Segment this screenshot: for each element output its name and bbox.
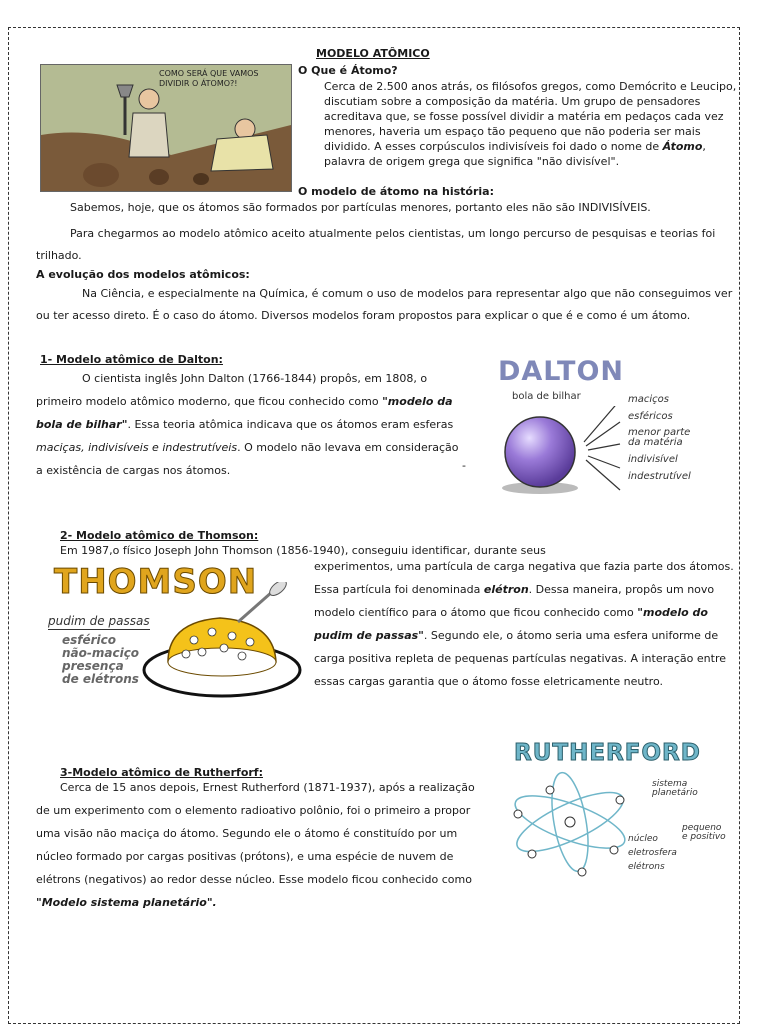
eletron-term: elétron [483,583,529,596]
thomson-heading: 2- Modelo atômico de Thomson: [60,529,259,542]
history-heading: O modelo de átomo na história: [298,185,495,198]
label-planetario: planetário [652,788,698,798]
thomson-prop: de elétrons [62,672,139,686]
atomo-term: Átomo [662,140,703,153]
rutherford-graphic-title: RUTHERFORD [514,740,701,766]
thomson-prop: não-maciço [62,646,140,660]
dalton-graphic-subtitle: bola de bilhar [512,391,581,402]
dalton-prop: esféricos [628,411,673,422]
cartoon-speech: COMO SERÁ QUE VAMOS DIVIDIR O ÁTOMO?! [159,69,259,88]
label-eletrons: elétrons [628,862,665,872]
intro-text-end: , palavra de origem grega que significa "não divisível". [324,140,706,168]
dalton-props [628,394,692,482]
label-pequeno-positivo [682,824,726,842]
dalton-text-a: O cientista inglês John Dalton (1766-1844) propôs, em 1808, o primeiro modelo atômico moderno, que ficou conhecido como [36,372,428,408]
dalton-model-name: "modelo da bola de bilhar" [36,395,453,431]
thomson-graphic [40,562,304,702]
thomson-text-e: . Segundo ele, o átomo seria uma esfera uniforme de carga positiva repleta de pequenas partículas negativas. A interação entre essas cargas garantia que o átomo fosse eletricamente neutro. [314,629,726,688]
history-p1: Sabemos, hoje, que os átomos são formados por partículas menores, portanto eles não são INDIVISÍVEIS. [70,201,651,214]
label-positivo: e positivo [682,832,726,842]
dalton-properties: maciças, indivisíveis e indestrutíveis [36,441,238,454]
intro-heading: O Que é Átomo? [298,64,398,77]
history-p2: Para chegarmos ao modelo atômico aceito atualmente pelos cientistas, um longo percurso de pesquisas e teorias foi trilhado. [36,227,716,262]
rutherford-paragraph [36,776,482,914]
intro-paragraph [324,79,738,169]
rutherford-graphic [510,740,730,890]
dalton-prop: indestrutível [628,471,691,482]
evolution-heading: A evolução dos modelos atômicos: [36,268,250,281]
dalton-graphic-title: DALTON [498,356,625,387]
thomson-graphic-subtitle: pudim de passas [48,614,150,628]
thomson-prop: presença [62,659,124,673]
dalton-text-e: . O modelo não levava em consideração a existência de cargas nos átomos. [36,441,459,477]
dalton-paragraph [36,367,460,482]
dalton-graphic [496,356,696,506]
label-eletrosfera: eletrosfera [628,848,677,858]
stray-dash: - [462,459,466,472]
thomson-prop: esférico [62,633,117,647]
label-pequeno: pequeno [682,823,722,833]
thomson-paragraph [314,555,734,693]
label-sistema: sistema [652,779,688,789]
thomson-text-c: . Dessa maneira, propôs um novo modelo científico para o átomo que ficou conhecido como [314,583,715,619]
label-nucleo: núcleo [628,834,658,844]
dalton-text-c: . Essa teoria atômica indicava que os átomos eram esferas [127,418,454,431]
dalton-prop: maciços [628,394,669,405]
thomson-line1: Em 1987,o físico Joseph John Thomson (1856-1940), conseguiu identificar, durante seus [60,544,546,557]
dalton-prop: indivisível [628,454,678,465]
label-sistema-planetario [652,780,698,798]
rutherford-model-name: "Modelo sistema planetário". [36,896,217,909]
evolution-p1: Na Ciência, e especialmente na Química, é comum o uso de modelos para representar algo que não conseguimos ver ou ter acesso direto. É o caso do átomo. Diversos modelos foram propostos para explicar o que é e como é um átomo. [36,287,733,322]
thomson-graphic-title: THOMSON [54,562,258,602]
page-title: MODELO ATÔMICO [316,47,430,60]
philosophers-cartoon [40,64,292,192]
dalton-heading: 1- Modelo atômico de Dalton: [40,353,223,366]
thomson-model-name: "modelo do pudim de passas" [314,606,708,642]
rutherford-text-a: Cerca de 15 anos depois, Ernest Rutherford (1871-1937), após a realização de um experimento com o elemento radioativo polônio, foi o primeiro a propor uma visão não maciça do átomo. Segundo ele o átomo é constituído por um núcleo formado por cargas positivas (prótons), e uma espécie de nuvem de elétrons (negativos) ao redor desse núcleo. Esse modelo ficou conhecido como [36,781,475,886]
intro-text: Cerca de 2.500 anos atrás, os filósofos gregos, como Demócrito e Leucipo, discutiam sobre a composição da matéria. Um grupo de pensadores acreditava que, se fosse possível dividir a matéria em pedaços cada vez menores, haveria um espaço tão pequeno que não poderia ser mais dividido. A esses corpúsculos indivisíveis foi dado o nome de [324,80,737,153]
thomson-text-a: experimentos, uma partícula de carga negativa que fazia parte dos átomos. Essa partícula foi denominada [314,560,734,596]
dalton-prop: menor parte da matéria [628,427,691,448]
rutherford-heading: 3-Modelo atômico de Rutherforf: [60,766,263,779]
thomson-props [62,634,139,686]
